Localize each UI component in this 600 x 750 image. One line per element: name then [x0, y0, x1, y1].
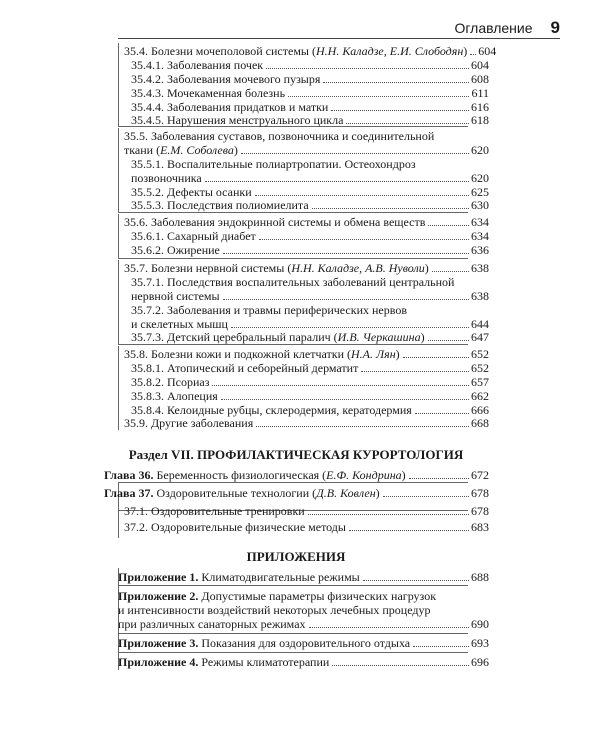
- toc-entry-appendix-2-line2[interactable]: и интенсивности воздействий некоторых лечебных процедур: [118, 603, 431, 617]
- page-ref: 611: [471, 86, 489, 100]
- page-ref: 683: [471, 520, 489, 534]
- toc-entry-35-5[interactable]: ткани (Е.М. Соболева) 620: [124, 143, 489, 157]
- page-ref: 634: [471, 215, 489, 229]
- running-head: [0, 18, 560, 38]
- group-rule-35-8: [118, 346, 119, 430]
- toc-entry-35-7-3[interactable]: 35.7.3. Детский церебральный паралич (И.В. Черкашина) 647: [131, 330, 489, 344]
- page-ref: 647: [471, 330, 489, 344]
- toc-entry-35-6-1[interactable]: 35.6.1. Сахарный диабет 634: [131, 229, 489, 243]
- page-ref: 690: [471, 617, 489, 631]
- section-heading: Раздел VII. ПРОФИЛАКТИЧЕСКАЯ КУРОРТОЛОГИЯ: [128, 447, 464, 462]
- page-ref: 634: [471, 229, 489, 243]
- page-ref: 652: [471, 361, 489, 375]
- toc-entry-appendix-3[interactable]: Приложение 3. Показания для оздоровительного отдыха 693: [118, 636, 489, 650]
- group-divider: [118, 212, 468, 213]
- page-ref: 693: [471, 636, 489, 650]
- toc-entry-35-8-4[interactable]: 35.8.4. Келоидные рубцы, склеродермия, кератодермия 666: [131, 403, 489, 417]
- group-rule-35-5: [118, 128, 119, 212]
- group-divider: [118, 585, 468, 586]
- page-ref: 618: [471, 113, 489, 127]
- toc-entry-35-8-3[interactable]: 35.8.3. Алопеция 662: [131, 389, 489, 403]
- page-ref: 638: [471, 289, 489, 303]
- page-ref: 608: [471, 72, 489, 86]
- toc-entry-35-8-2[interactable]: 35.8.2. Псориаз 657: [131, 375, 489, 389]
- page-ref: 678: [471, 504, 489, 518]
- page-ref: 604: [471, 58, 489, 72]
- toc-entry-35-5-line1[interactable]: 35.5. Заболевания суставов, позвоночника и соединительной: [124, 129, 435, 143]
- page-ref: 616: [471, 100, 489, 114]
- page-ref: 678: [471, 486, 489, 500]
- running-head-rule: [118, 38, 560, 39]
- page-ref: 657: [471, 375, 489, 389]
- page-ref: 688: [471, 570, 489, 584]
- toc-entry-35-5-2[interactable]: 35.5.2. Дефекты осанки 625: [131, 185, 489, 199]
- toc-entry-35-8-1[interactable]: 35.8.1. Атопический и себорейный дерматит 652: [131, 361, 489, 375]
- page-number: 9: [550, 18, 560, 37]
- toc-entry-appendix-2-line1[interactable]: Приложение 2. Допустимые параметры физических нагрузок: [118, 589, 437, 603]
- page-ref: 666: [471, 403, 489, 417]
- page-ref: 620: [471, 143, 489, 157]
- group-divider: [118, 633, 468, 634]
- toc-entry-35-7-1-line1[interactable]: 35.7.1. Последствия воспалительных заболеваний центральной: [131, 275, 455, 289]
- page-ref: 668: [471, 416, 489, 430]
- group-rule-35-6: [118, 214, 119, 258]
- page-ref: 604: [478, 44, 497, 58]
- group-rule-35-7: [118, 260, 119, 344]
- page-ref: 638: [471, 261, 489, 275]
- toc-entry-35-7-2[interactable]: и скелетных мышц 644: [131, 317, 489, 331]
- toc-entry-chapter-36[interactable]: Глава 36. Беременность физиологическая (Е.Ф. Кондрина) 672: [104, 468, 489, 482]
- page-ref: 625: [471, 185, 489, 199]
- page-ref: 620: [471, 171, 489, 185]
- page-ref: 636: [471, 243, 489, 257]
- toc-entry-35-9[interactable]: 35.9. Другие заболевания 668: [124, 416, 489, 430]
- toc-entry-appendix-2[interactable]: при различных санаторных режимах 690: [118, 617, 489, 631]
- toc-entry-37-2[interactable]: 37.2. Оздоровительные физические методы 683: [124, 520, 489, 534]
- toc-entry-35-5-1-line1[interactable]: 35.5.1. Воспалительные полиартропатии. Остеохондроз: [131, 157, 416, 171]
- page-ref: 644: [471, 317, 489, 331]
- page-ref: 652: [471, 347, 489, 361]
- group-divider: [118, 482, 468, 483]
- toc-entry-35-4[interactable]: 35.4. Болезни мочеполовой системы (Н.Н. Каладзе, Е.И. Слободян) 604: [124, 44, 497, 58]
- group-divider: [118, 344, 468, 345]
- toc-entry-35-4-3[interactable]: 35.4.3. Мочекаменная болезнь 611: [131, 86, 489, 100]
- toc-entry-35-4-1[interactable]: 35.4.1. Заболевания почек 604: [131, 58, 489, 72]
- toc-entry-appendix-1[interactable]: Приложение 1. Климатодвигательные режимы 688: [118, 570, 489, 584]
- toc-entry-appendix-4[interactable]: Приложение 4. Режимы климатотерапии 696: [118, 655, 489, 669]
- page-ref: 672: [471, 468, 489, 482]
- toc-entry-35-4-5[interactable]: 35.4.5. Нарушения менструального цикла 618: [131, 113, 489, 127]
- toc-entry-35-7-2-line1[interactable]: 35.7.2. Заболевания и травмы периферических нервов: [131, 303, 407, 317]
- page-ref: 696: [471, 655, 489, 669]
- running-head-title: Оглавление: [454, 20, 533, 36]
- group-divider: [118, 652, 468, 653]
- toc-entry-37-1[interactable]: 37.1. Оздоровительные тренировки 678: [124, 504, 489, 518]
- toc-entry-35-5-1[interactable]: позвоночника 620: [131, 171, 489, 185]
- group-rule-35-4: [118, 43, 119, 126]
- page-ref: 662: [471, 389, 489, 403]
- toc-entry-35-8[interactable]: 35.8. Болезни кожи и подкожной клетчатки (Н.А. Лян) 652: [124, 347, 489, 361]
- toc-entry-35-6[interactable]: 35.6. Заболевания эндокринной системы и обмена веществ 634: [124, 215, 489, 229]
- toc-entry-35-5-3[interactable]: 35.5.3. Последствия полиомиелита 630: [131, 198, 489, 212]
- group-divider: [118, 258, 468, 259]
- toc-entry-chapter-37[interactable]: Глава 37. Оздоровительные технологии (Д.В. Ковлен) 678: [104, 486, 489, 500]
- page-ref: 630: [471, 198, 489, 212]
- appendices-heading: ПРИЛОЖЕНИЯ: [246, 549, 346, 564]
- toc-entry-35-7-1[interactable]: нервной системы 638: [131, 289, 489, 303]
- toc-entry-35-4-2[interactable]: 35.4.2. Заболевания мочевого пузыря 608: [131, 72, 489, 86]
- toc-entry-35-7[interactable]: 35.7. Болезни нервной системы (Н.Н. Каладзе, А.В. Нуволи) 638: [124, 261, 489, 275]
- toc-entry-35-4-4[interactable]: 35.4.4. Заболевания придатков и матки 616: [131, 100, 489, 114]
- toc-entry-35-6-2[interactable]: 35.6.2. Ожирение 636: [131, 243, 489, 257]
